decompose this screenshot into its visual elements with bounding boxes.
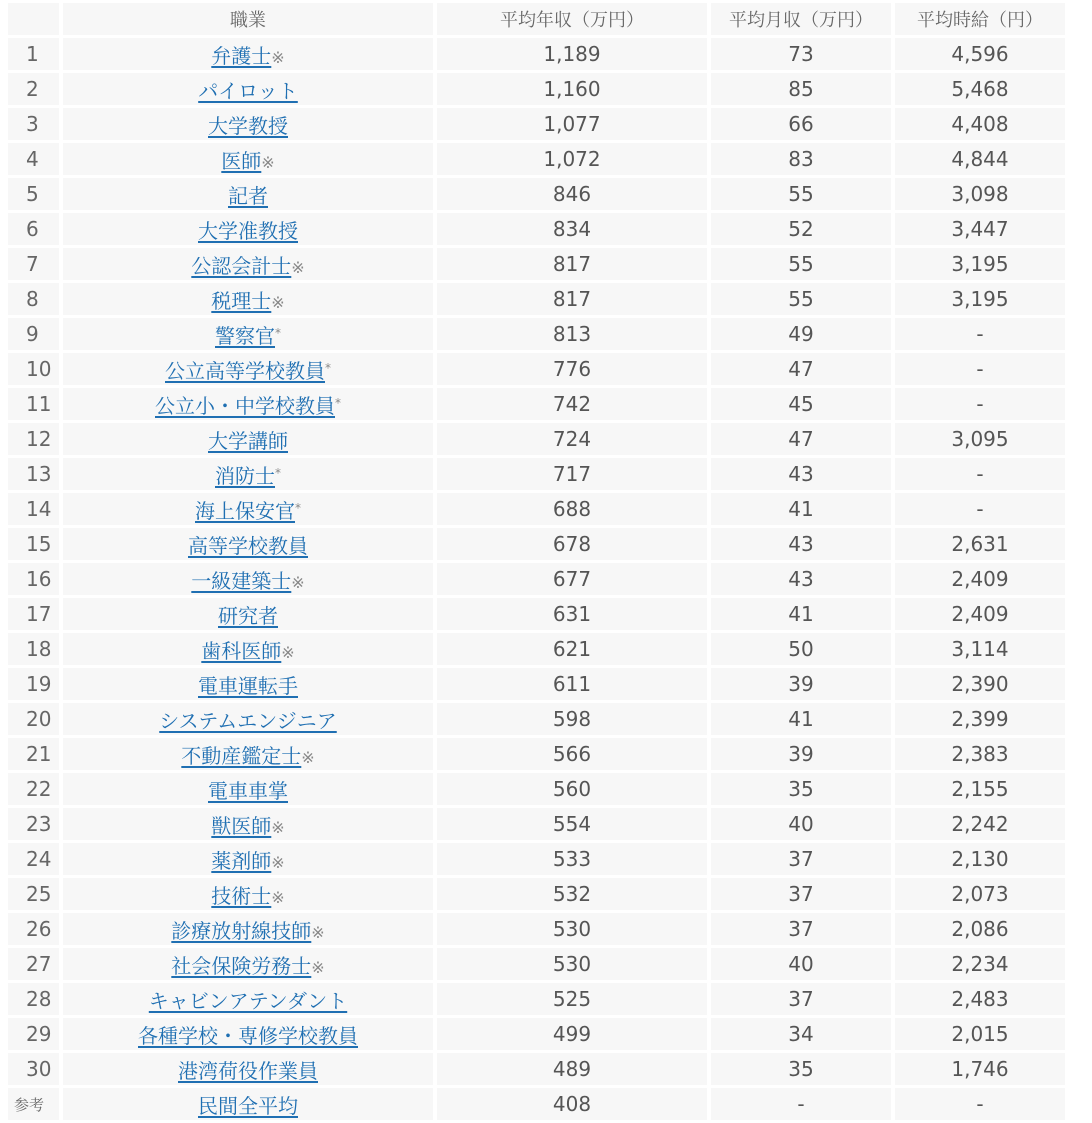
- job-cell: [63, 913, 433, 945]
- hourly-wage-cell: 2,073: [895, 878, 1065, 910]
- job-link[interactable]: 弁護士: [211, 43, 272, 68]
- job-link[interactable]: 大学教授: [208, 113, 288, 138]
- monthly-income-cell: 37: [711, 843, 891, 875]
- rank-cell: 19: [8, 668, 59, 700]
- annual-income-cell: 817: [437, 283, 707, 315]
- monthly-income-cell: 50: [711, 633, 891, 665]
- rank-cell: 23: [8, 808, 59, 840]
- rank-cell: 8: [8, 283, 59, 315]
- annual-income-cell: 688: [437, 493, 707, 525]
- job-link[interactable]: 電車車掌: [208, 778, 288, 803]
- monthly-income-cell: 41: [711, 703, 891, 735]
- header-rank: [8, 3, 59, 35]
- table-body: [8, 38, 1065, 1120]
- monthly-income-cell: 43: [711, 563, 891, 595]
- annual-income-cell: 499: [437, 1018, 707, 1050]
- table-row: [8, 843, 1065, 875]
- monthly-income-cell: 35: [711, 1053, 891, 1085]
- annual-income-cell: 846: [437, 178, 707, 210]
- hourly-wage-cell: -: [895, 458, 1065, 490]
- hourly-wage-cell: 2,399: [895, 703, 1065, 735]
- rank-cell: 25: [8, 878, 59, 910]
- note-mark: *: [335, 395, 341, 410]
- annual-income-cell: 530: [437, 948, 707, 980]
- annual-income-cell: 532: [437, 878, 707, 910]
- annual-income-cell: 724: [437, 423, 707, 455]
- rank-cell: 21: [8, 738, 59, 770]
- hourly-wage-cell: 4,844: [895, 143, 1065, 175]
- rank-cell: 18: [8, 633, 59, 665]
- annual-income-cell: 611: [437, 668, 707, 700]
- table-row: [8, 423, 1065, 455]
- annual-income-cell: 566: [437, 738, 707, 770]
- job-cell: [63, 1053, 433, 1085]
- monthly-income-cell: 85: [711, 73, 891, 105]
- table-row: [8, 248, 1065, 280]
- job-cell: [63, 843, 433, 875]
- hourly-wage-cell: 2,015: [895, 1018, 1065, 1050]
- job-cell: [63, 948, 433, 980]
- monthly-income-cell: 47: [711, 423, 891, 455]
- job-link[interactable]: 電車運転手: [198, 673, 298, 698]
- rank-cell: 16: [8, 563, 59, 595]
- annual-income-cell: 834: [437, 213, 707, 245]
- hourly-wage-cell: -: [895, 493, 1065, 525]
- job-cell: [63, 388, 433, 420]
- table-row: [8, 388, 1065, 420]
- rank-cell: 28: [8, 983, 59, 1015]
- hourly-wage-cell: 4,408: [895, 108, 1065, 140]
- note-mark: ※: [261, 152, 275, 172]
- job-cell: [63, 318, 433, 350]
- rank-cell: 17: [8, 598, 59, 630]
- annual-income-cell: 598: [437, 703, 707, 735]
- hourly-wage-cell: 3,095: [895, 423, 1065, 455]
- note-mark: ※: [271, 852, 285, 872]
- job-cell: [63, 73, 433, 105]
- annual-income-cell: 489: [437, 1053, 707, 1085]
- table-row: [8, 738, 1065, 770]
- monthly-income-cell: 73: [711, 38, 891, 70]
- job-link[interactable]: 大学准教授: [198, 218, 298, 243]
- note-mark: ※: [301, 747, 315, 767]
- monthly-income-cell: 55: [711, 248, 891, 280]
- annual-income-cell: 631: [437, 598, 707, 630]
- annual-income-cell: 554: [437, 808, 707, 840]
- table-row: [8, 878, 1065, 910]
- rank-cell: 15: [8, 528, 59, 560]
- table-row: [8, 948, 1065, 980]
- monthly-income-cell: 37: [711, 878, 891, 910]
- job-link[interactable]: 税理士: [211, 288, 272, 313]
- rank-cell: 11: [8, 388, 59, 420]
- job-cell: [63, 773, 433, 805]
- annual-income-cell: 717: [437, 458, 707, 490]
- rank-cell: 9: [8, 318, 59, 350]
- table-row: [8, 703, 1065, 735]
- table-row: [8, 353, 1065, 385]
- hourly-wage-cell: 2,155: [895, 773, 1065, 805]
- header-job: 職業: [63, 3, 433, 35]
- job-link[interactable]: 民間全平均: [198, 1093, 298, 1118]
- annual-income-cell: 678: [437, 528, 707, 560]
- hourly-wage-cell: -: [895, 318, 1065, 350]
- job-cell: [63, 808, 433, 840]
- job-cell: [63, 738, 433, 770]
- rank-cell: 14: [8, 493, 59, 525]
- rank-cell: 13: [8, 458, 59, 490]
- monthly-income-cell: 40: [711, 808, 891, 840]
- job-link[interactable]: 研究者: [218, 603, 278, 628]
- note-mark: *: [325, 360, 331, 375]
- hourly-wage-cell: 1,746: [895, 1053, 1065, 1085]
- job-cell: [63, 563, 433, 595]
- annual-income-cell: 1,189: [437, 38, 707, 70]
- hourly-wage-cell: 2,383: [895, 738, 1065, 770]
- job-link[interactable]: 歯科医師: [201, 638, 282, 663]
- annual-income-cell: 530: [437, 913, 707, 945]
- rank-cell: 5: [8, 178, 59, 210]
- header-monthly-income: 平均月収（万円）: [711, 3, 891, 35]
- job-cell: [63, 353, 433, 385]
- job-cell: [63, 38, 433, 70]
- job-cell: [63, 143, 433, 175]
- job-cell: [63, 213, 433, 245]
- monthly-income-cell: 34: [711, 1018, 891, 1050]
- rank-cell: 10: [8, 353, 59, 385]
- table-row: [8, 458, 1065, 490]
- job-link[interactable]: 公立小・中学校教員: [155, 393, 335, 418]
- rank-cell: 参考: [8, 1088, 59, 1120]
- monthly-income-cell: 66: [711, 108, 891, 140]
- monthly-income-cell: 35: [711, 773, 891, 805]
- job-link[interactable]: 大学講師: [208, 428, 288, 453]
- job-link[interactable]: 社会保険労務士: [171, 953, 312, 978]
- rank-cell: 24: [8, 843, 59, 875]
- header-annual-income: 平均年収（万円）: [437, 3, 707, 35]
- note-mark: ※: [271, 817, 285, 837]
- table-row: [8, 1018, 1065, 1050]
- job-link[interactable]: 診療放射線技師: [171, 918, 312, 943]
- job-cell: [63, 493, 433, 525]
- note-mark: ※: [281, 642, 295, 662]
- table-row: [8, 1053, 1065, 1085]
- rank-cell: 2: [8, 73, 59, 105]
- monthly-income-cell: 45: [711, 388, 891, 420]
- job-link[interactable]: 高等学校教員: [188, 533, 308, 558]
- job-link[interactable]: 警察官: [215, 323, 275, 348]
- note-mark: ※: [271, 292, 285, 312]
- job-cell: [63, 283, 433, 315]
- table-row: [8, 808, 1065, 840]
- rank-cell: 20: [8, 703, 59, 735]
- hourly-wage-cell: 4,596: [895, 38, 1065, 70]
- job-link[interactable]: 一級建築士: [191, 568, 292, 593]
- table-row: [8, 213, 1065, 245]
- hourly-wage-cell: 3,195: [895, 248, 1065, 280]
- salary-ranking-table: [4, 0, 1069, 1123]
- monthly-income-cell: -: [711, 1088, 891, 1120]
- hourly-wage-cell: 2,409: [895, 563, 1065, 595]
- hourly-wage-cell: 2,483: [895, 983, 1065, 1015]
- job-cell: [63, 1088, 433, 1120]
- note-mark: *: [295, 500, 301, 515]
- job-link[interactable]: キャビンアテンダント: [148, 988, 348, 1013]
- table-row: [8, 38, 1065, 70]
- monthly-income-cell: 39: [711, 668, 891, 700]
- rank-cell: 27: [8, 948, 59, 980]
- hourly-wage-cell: 2,130: [895, 843, 1065, 875]
- table-row: [8, 668, 1065, 700]
- annual-income-cell: 408: [437, 1088, 707, 1120]
- rank-cell: 6: [8, 213, 59, 245]
- job-link[interactable]: 各種学校・専修学校教員: [138, 1023, 358, 1048]
- table-row: [8, 563, 1065, 595]
- table-row: [8, 1088, 1065, 1120]
- monthly-income-cell: 40: [711, 948, 891, 980]
- table-row: [8, 318, 1065, 350]
- job-cell: [63, 423, 433, 455]
- job-cell: [63, 983, 433, 1015]
- annual-income-cell: 621: [437, 633, 707, 665]
- hourly-wage-cell: 2,242: [895, 808, 1065, 840]
- monthly-income-cell: 41: [711, 598, 891, 630]
- hourly-wage-cell: 3,195: [895, 283, 1065, 315]
- note-mark: *: [275, 325, 281, 340]
- hourly-wage-cell: -: [895, 353, 1065, 385]
- job-link[interactable]: 技術士: [211, 883, 272, 908]
- table-header-row: [8, 3, 1065, 35]
- job-link[interactable]: 海上保安官: [195, 498, 295, 523]
- hourly-wage-cell: 3,114: [895, 633, 1065, 665]
- table-row: [8, 108, 1065, 140]
- table-row: [8, 773, 1065, 805]
- job-cell: [63, 248, 433, 280]
- monthly-income-cell: 52: [711, 213, 891, 245]
- rank-cell: 7: [8, 248, 59, 280]
- job-cell: [63, 668, 433, 700]
- job-cell: [63, 633, 433, 665]
- table-row: [8, 283, 1065, 315]
- job-link[interactable]: 薬剤師: [211, 848, 272, 873]
- monthly-income-cell: 55: [711, 178, 891, 210]
- monthly-income-cell: 37: [711, 913, 891, 945]
- table-row: [8, 178, 1065, 210]
- rank-cell: 26: [8, 913, 59, 945]
- table-row: [8, 493, 1065, 525]
- table-row: [8, 598, 1065, 630]
- note-mark: ※: [271, 47, 285, 67]
- table-row: [8, 73, 1065, 105]
- table-row: [8, 983, 1065, 1015]
- note-mark: ※: [271, 887, 285, 907]
- monthly-income-cell: 43: [711, 528, 891, 560]
- annual-income-cell: 1,160: [437, 73, 707, 105]
- job-link[interactable]: 港湾荷役作業員: [178, 1058, 318, 1083]
- table-row: [8, 913, 1065, 945]
- monthly-income-cell: 83: [711, 143, 891, 175]
- job-cell: [63, 703, 433, 735]
- header-hourly-wage: 平均時給（円）: [895, 3, 1065, 35]
- hourly-wage-cell: 2,390: [895, 668, 1065, 700]
- annual-income-cell: 742: [437, 388, 707, 420]
- rank-cell: 4: [8, 143, 59, 175]
- job-link[interactable]: 消防士: [215, 463, 275, 488]
- job-link[interactable]: システムエンジニア: [159, 708, 337, 733]
- job-link[interactable]: 医師: [221, 148, 262, 173]
- hourly-wage-cell: 5,468: [895, 73, 1065, 105]
- table-row: [8, 143, 1065, 175]
- job-cell: [63, 108, 433, 140]
- monthly-income-cell: 41: [711, 493, 891, 525]
- note-mark: ※: [291, 257, 305, 277]
- job-link[interactable]: パイロット: [198, 78, 298, 103]
- hourly-wage-cell: -: [895, 1088, 1065, 1120]
- monthly-income-cell: 47: [711, 353, 891, 385]
- annual-income-cell: 1,072: [437, 143, 707, 175]
- note-mark: ※: [311, 922, 325, 942]
- job-link[interactable]: 獣医師: [211, 813, 272, 838]
- rank-cell: 3: [8, 108, 59, 140]
- job-link[interactable]: 公立高等学校教員: [165, 358, 325, 383]
- rank-cell: 1: [8, 38, 59, 70]
- hourly-wage-cell: 2,631: [895, 528, 1065, 560]
- hourly-wage-cell: -: [895, 388, 1065, 420]
- table-row: [8, 633, 1065, 665]
- hourly-wage-cell: 3,447: [895, 213, 1065, 245]
- annual-income-cell: 533: [437, 843, 707, 875]
- note-mark: ※: [291, 572, 305, 592]
- job-cell: [63, 878, 433, 910]
- job-cell: [63, 178, 433, 210]
- rank-cell: 22: [8, 773, 59, 805]
- job-cell: [63, 1018, 433, 1050]
- annual-income-cell: 817: [437, 248, 707, 280]
- rank-cell: 29: [8, 1018, 59, 1050]
- annual-income-cell: 813: [437, 318, 707, 350]
- job-cell: [63, 598, 433, 630]
- monthly-income-cell: 55: [711, 283, 891, 315]
- hourly-wage-cell: 3,098: [895, 178, 1065, 210]
- job-cell: [63, 458, 433, 490]
- job-link[interactable]: 不動産鑑定士: [181, 743, 302, 768]
- rank-cell: 30: [8, 1053, 59, 1085]
- note-mark: ※: [311, 957, 325, 977]
- monthly-income-cell: 49: [711, 318, 891, 350]
- hourly-wage-cell: 2,086: [895, 913, 1065, 945]
- job-link[interactable]: 記者: [228, 183, 268, 208]
- job-link[interactable]: 公認会計士: [191, 253, 292, 278]
- note-mark: *: [275, 465, 281, 480]
- hourly-wage-cell: 2,234: [895, 948, 1065, 980]
- job-cell: [63, 528, 433, 560]
- monthly-income-cell: 39: [711, 738, 891, 770]
- hourly-wage-cell: 2,409: [895, 598, 1065, 630]
- monthly-income-cell: 37: [711, 983, 891, 1015]
- annual-income-cell: 1,077: [437, 108, 707, 140]
- table-row: [8, 528, 1065, 560]
- annual-income-cell: 525: [437, 983, 707, 1015]
- monthly-income-cell: 43: [711, 458, 891, 490]
- annual-income-cell: 677: [437, 563, 707, 595]
- annual-income-cell: 560: [437, 773, 707, 805]
- annual-income-cell: 776: [437, 353, 707, 385]
- rank-cell: 12: [8, 423, 59, 455]
